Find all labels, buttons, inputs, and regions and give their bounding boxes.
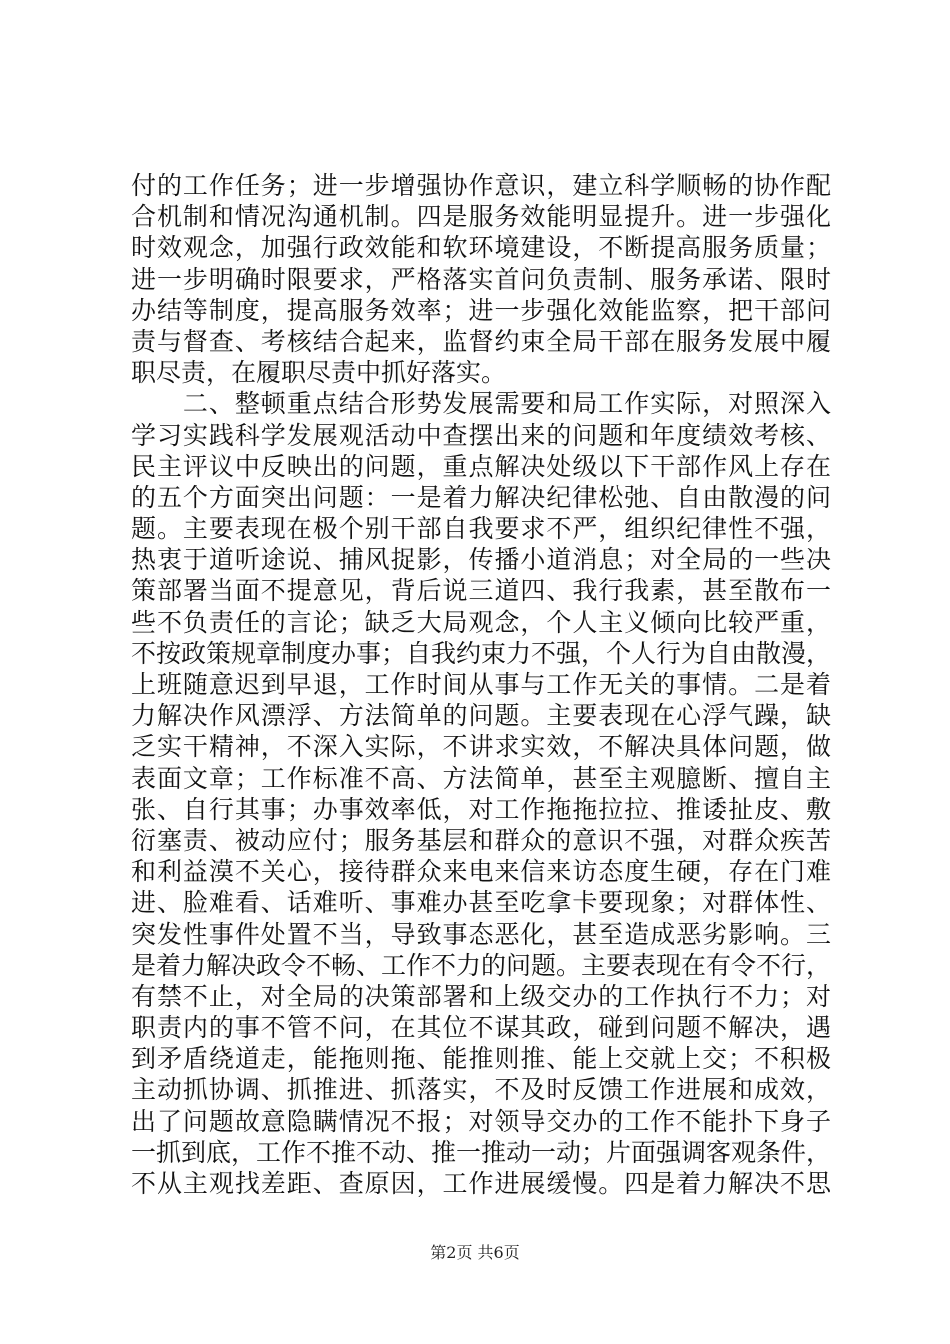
text-line: 学习实践科学发展观活动中查摆出来的问题和年度绩效考核、 <box>131 420 831 450</box>
text-line: 热衷于道听途说、捕风捉影，传播小道消息；对全局的一些决 <box>131 545 831 575</box>
text-line: 合机制和情况沟通机制。四是服务效能明显提升。进一步强化 <box>131 202 831 232</box>
page-footer: 第2页 共6页 <box>430 1243 520 1262</box>
text-line: 策部署当面不提意见，背后说三道四、我行我素，甚至散布一 <box>131 576 831 606</box>
text-line: 职尽责，在履职尽责中抓好落实。 <box>131 358 507 388</box>
text-line: 和利益漠不关心，接待群众来电来信来访态度生硬，存在门难 <box>131 857 831 887</box>
text-line: 进、脸难看、话难听、事难办甚至吃拿卡要现象；对群体性、 <box>131 888 831 918</box>
text-line: 一抓到底，工作不推不动、推一推动一动；片面强调客观条件， <box>131 1137 832 1167</box>
text-line: 力解决作风漂浮、方法简单的问题。主要表现在心浮气躁，缺 <box>131 701 831 731</box>
text-line: 到矛盾绕道走，能拖则拖、能推则推、能上交就上交；不积极 <box>131 1044 831 1074</box>
text-line: 民主评议中反映出的问题，重点解决处级以下干部作风上存在 <box>131 451 831 481</box>
text-line: 是着力解决政令不畅、工作不力的问题。主要表现在有令不行， <box>131 950 832 980</box>
text-line: 些不负责任的言论；缺乏大局观念，个人主义倾向比较严重， <box>131 607 831 637</box>
text-line: 不从主观找差距、查原因，工作进展缓慢。四是着力解决不思 <box>131 1169 831 1198</box>
text-line: 主动抓协调、抓推进、抓落实，不及时反馈工作进展和成效， <box>131 1075 831 1105</box>
text-line: 出了问题故意隐瞒情况不报；对领导交办的工作不能扑下身子 <box>131 1106 831 1136</box>
text-line: 有禁不止，对全局的决策部署和上级交办的工作执行不力；对 <box>131 981 831 1011</box>
text-line: 进一步明确时限要求，严格落实首问负责制、服务承诺、限时 <box>131 264 831 294</box>
text-line: 不按政策规章制度办事；自我约束力不强，个人行为自由散漫， <box>131 638 832 668</box>
text-line: 衍塞责、被动应付；服务基层和群众的意识不强，对群众疾苦 <box>131 825 831 855</box>
text-line: 乏实干精神，不深入实际，不讲求实效，不解决具体问题，做 <box>131 732 831 762</box>
text-line: 二、整顿重点结合形势发展需要和局工作实际，对照深入 <box>131 389 831 419</box>
text-line: 办结等制度，提高服务效率；进一步强化效能监察，把干部问 <box>131 295 831 325</box>
text-line: 张、自行其事；办事效率低，对工作拖拖拉拉、推诿扯皮、敷 <box>131 794 831 824</box>
text-line: 表面文章；工作标准不高、方法简单，甚至主观臆断、擅自主 <box>131 763 831 793</box>
body-text <box>131 170 831 1199</box>
text-line: 责与督查、考核结合起来，监督约束全局干部在服务发展中履 <box>131 326 831 356</box>
text-line: 职责内的事不管不问，在其位不谋其政，碰到问题不解决，遇 <box>131 1013 831 1043</box>
text-line: 上班随意迟到早退，工作时间从事与工作无关的事情。二是着 <box>131 670 831 699</box>
text-line: 付的工作任务；进一步增强协作意识，建立科学顺畅的协作配 <box>131 171 831 200</box>
text-line: 时效观念，加强行政效能和软环境建设，不断提高服务质量； <box>131 233 831 263</box>
text-line: 的五个方面突出问题：一是着力解决纪律松弛、自由散漫的问 <box>131 482 831 512</box>
text-line: 突发性事件处置不当，导致事态恶化，甚至造成恶劣影响。三 <box>131 919 831 949</box>
text-line: 题。主要表现在极个别干部自我要求不严，组织纪律性不强， <box>131 514 831 544</box>
